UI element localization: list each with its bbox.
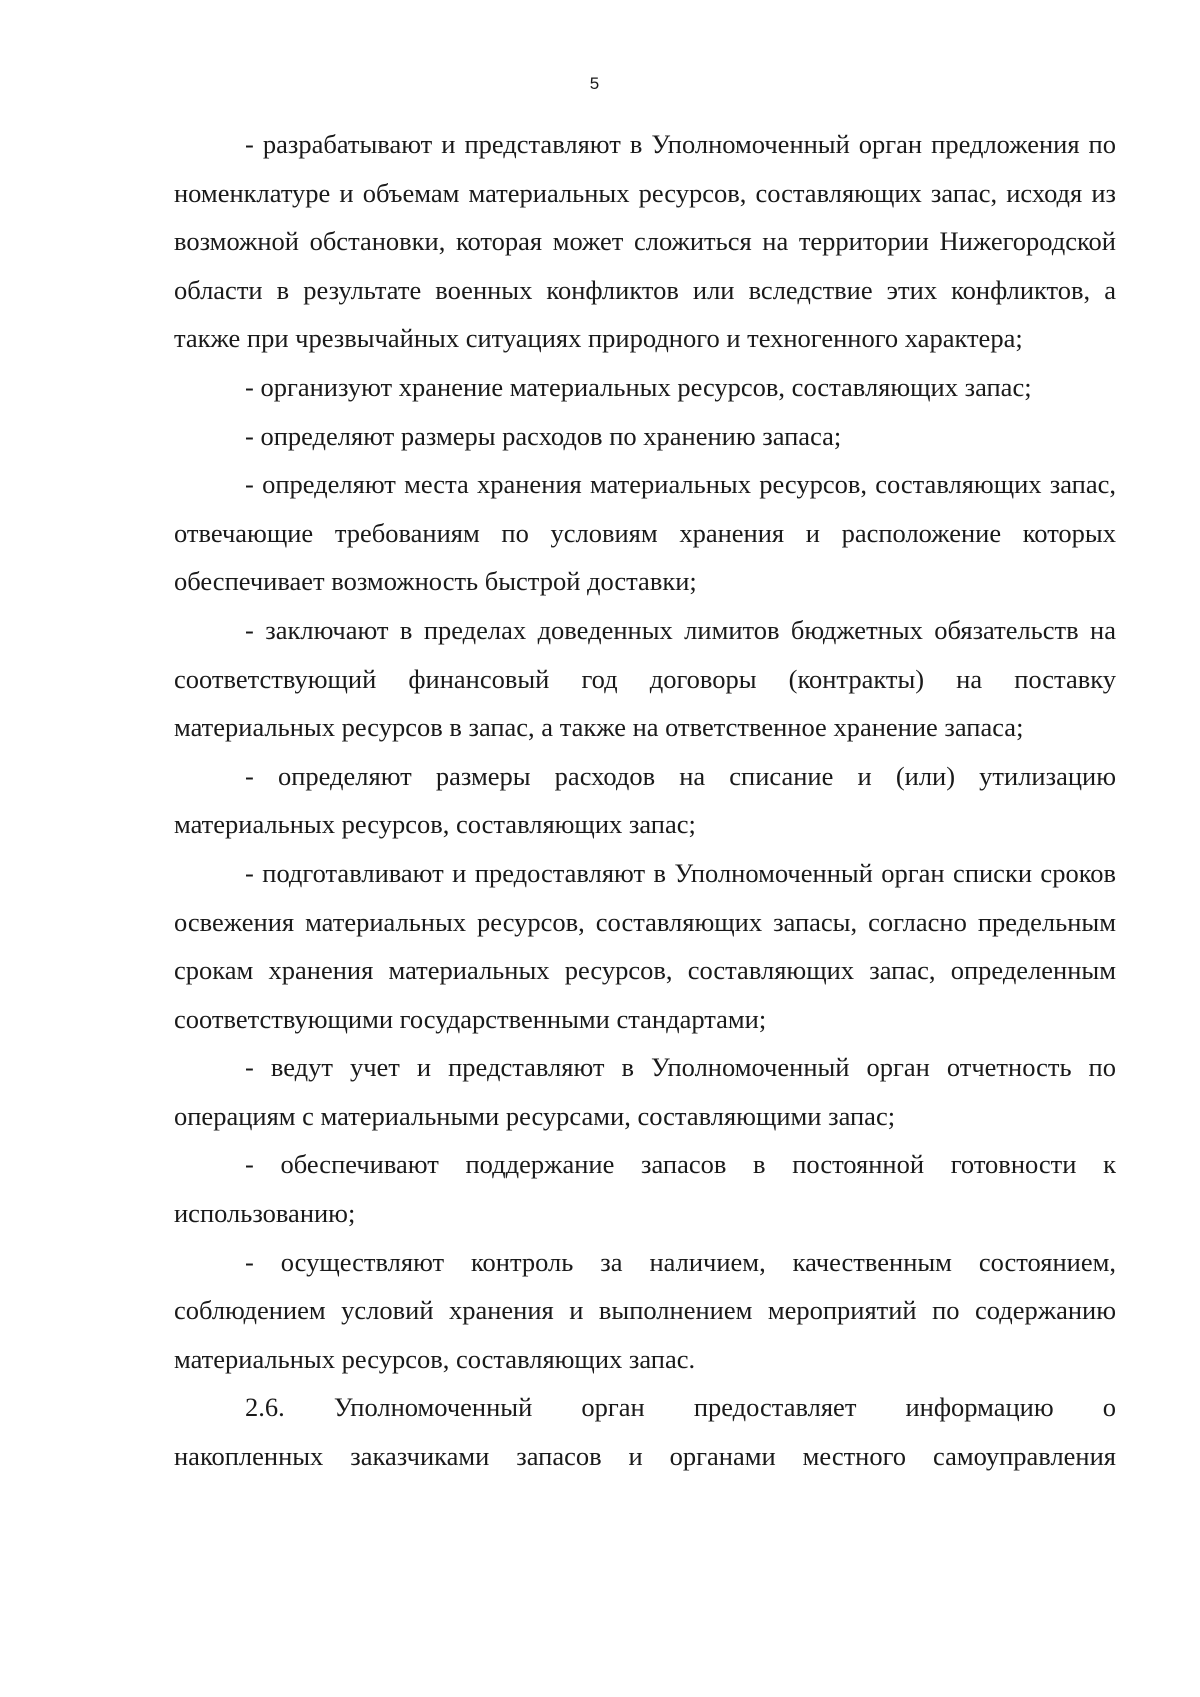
list-item-disposal-costs: - определяют размеры расходов на списание и (или) утилизацию материальных ресурсов, составляющих запас;	[174, 760, 1116, 840]
list-item-contracts: - заключают в пределах доведенных лимитов бюджетных обязательств на соответствующий финансовый год договоры (контракты) на поставку материальных ресурсов в запас, а также на ответственное хранение запаса;	[174, 614, 1116, 743]
list-item-develop-proposals: - разрабатывают и представляют в Уполномоченный орган предложения по номенклатуре и объемам материальных ресурсов, составляющих запас, исходя из возможной обстановки, которая может сложиться на территории Нижегородской области в результате военных конфликтов или вследствие этих конфликтов, а также при чрезвычайных ситуациях природного и техногенного характера;	[174, 129, 1116, 354]
clause-word: предоставляет	[693, 1392, 857, 1423]
clause-2-6-first-line	[245, 1383, 1116, 1432]
list-item-storage-costs: - определяют размеры расходов по хранению запаса;	[245, 420, 842, 451]
clause-word: орган	[581, 1392, 645, 1423]
clause-word: информацию	[905, 1392, 1054, 1423]
list-item-accounting: - ведут учет и представляют в Уполномоченный орган отчетность по операциям с материальными ресурсами, составляющими запас;	[174, 1052, 1116, 1131]
document-body	[174, 120, 1116, 1481]
clause-number: 2.6.	[245, 1392, 285, 1423]
list-item-readiness: - обеспечивают поддержание запасов в постоянной готовности к использованию;	[174, 1149, 1116, 1229]
list-item-refresh-lists: - подготавливают и предоставляют в Уполномоченный орган списки сроков освежения материальных ресурсов, составляющих запасы, согласно предельным срокам хранения материальных ресурсов, составляющих запас, определенным соответствующими государственными стандартами;	[174, 857, 1116, 1034]
list-item-organize-storage: - организуют хранение материальных ресурсов, составляющих запас;	[245, 371, 1032, 402]
clause-word: о	[1102, 1392, 1116, 1423]
clause-2-6-continuation: накопленных заказчиками запасов и органами местного самоуправления	[174, 1441, 1116, 1472]
list-item-storage-locations: - определяют места хранения материальных ресурсов, составляющих запас, отвечающие требованиям по условиям хранения и расположение которых обеспечивает возможность быстрой доставки;	[174, 469, 1116, 597]
list-item-control: - осуществляют контроль за наличием, качественным состоянием, соблюдением условий хранения и выполнением мероприятий по содержанию материальных ресурсов, составляющих запас.	[174, 1246, 1116, 1374]
clause-word: Уполномоченный	[333, 1392, 533, 1423]
page-number: 5	[589, 74, 600, 93]
